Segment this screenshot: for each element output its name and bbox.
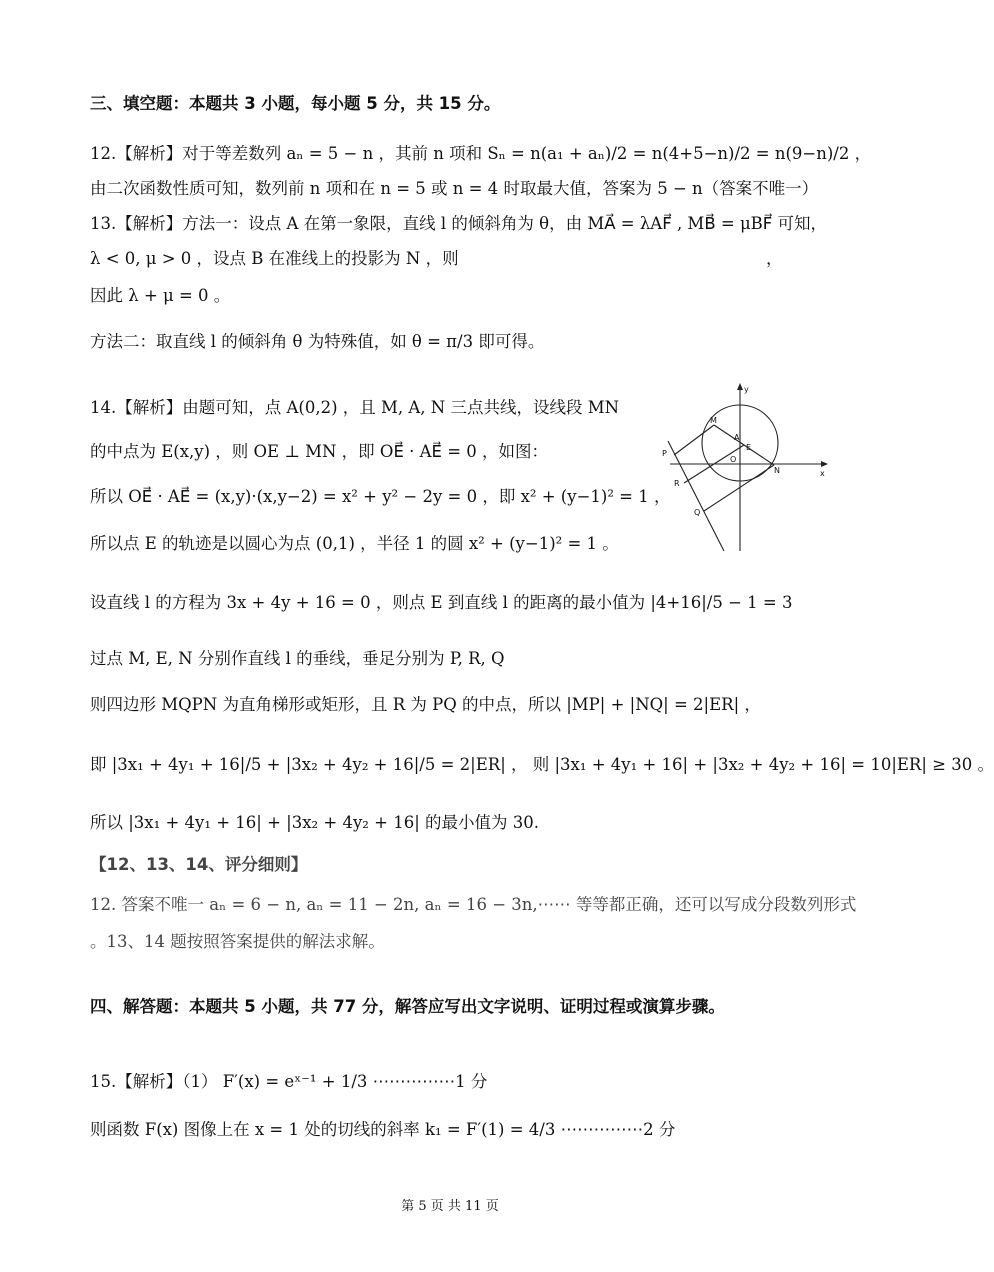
q14-line-1: 14.【解析】由题可知，点 A(0,2) ，且 M, A, N 三点共线，设线段 MN	[90, 398, 620, 417]
label-r: R	[674, 479, 680, 488]
x-arrow	[821, 461, 828, 467]
q14-line-8: 即 |3x₁ + 4y₁ + 16|/5 + |3x₂ + 4y₂ + 16|/5 = 2|ER| ， 则 |3x₁ + 4y₁ + 16| + |3x₂ + 4y₂ + 16| = 10|ER| ≥ 30 。	[90, 755, 994, 774]
label-n: N	[774, 466, 780, 475]
label-e: E	[746, 443, 752, 452]
label-m: M	[710, 416, 717, 425]
q15-line-2: 则函数 F(x) 图像上在 x = 1 处的切线的斜率 k₁ = F′(1) = 4/3 ⋯⋯⋯⋯⋯2 分	[90, 1120, 676, 1139]
q14-figure	[650, 383, 832, 553]
grading-line-2: 。13、14 题按照答案提供的解法求解。	[90, 932, 385, 951]
q13-line-2-tail: ，	[766, 249, 783, 268]
q14-line-6: 过点 M, E, N 分别作直线 l 的垂线，垂足分别为 P, R, Q	[90, 649, 505, 668]
label-q: Q	[694, 508, 701, 517]
q14-line-9: 所以 |3x₁ + 4y₁ + 16| + |3x₂ + 4y₂ + 16| 的最小值为 30.	[90, 813, 539, 832]
label-p: P	[662, 449, 667, 458]
q15-line-1: 15.【解析】（1） F′(x) = eˣ⁻¹ + 1/3 ⋯⋯⋯⋯⋯1 分	[90, 1072, 488, 1091]
q12-line-1: 12.【解析】对于等差数列 aₙ = 5 − n ，其前 n 项和 Sₙ = n(a₁ + aₙ)/2 = n(4+5−n)/2 = n(9−n)/2 ，	[90, 144, 872, 163]
section-four-heading: 四、解答题：本题共 5 小题，共 77 分，解答应写出文字说明、证明过程或演算步骤。	[90, 997, 725, 1016]
section-three-heading: 三、填空题：本题共 3 小题，每小题 5 分，共 15 分。	[90, 94, 501, 113]
q14-line-2: 的中点为 E(x,y) ，则 OE ⊥ MN ，即 OE⃗ · AE⃗ = 0 ，如图：	[90, 442, 549, 461]
y-arrow	[737, 383, 743, 390]
grading-line-1: 12. 答案不唯一 aₙ = 6 − n, aₙ = 11 − 2n, aₙ = 16 − 3n,⋯⋯ 等等都正确，还可以写成分段数列形式	[90, 895, 857, 914]
q13-line-3: 因此 λ + μ = 0 。	[90, 286, 231, 305]
line-l	[668, 441, 724, 551]
grading-heading: 【12、13、14、评分细则】	[90, 855, 308, 874]
label-y: y	[744, 385, 749, 394]
q14-line-5: 设直线 l 的方程为 3x + 4y + 16 = 0 ，则点 E 到直线 l 的距离的最小值为 |4+16|/5 − 1 = 3	[90, 593, 793, 612]
perp-mp	[674, 425, 714, 455]
label-o: O	[730, 455, 737, 464]
label-x: x	[820, 469, 825, 478]
q14-line-4: 所以点 E 的轨迹是以圆心为点 (0,1) ，半径 1 的圆 x² + (y−1)² = 1 。	[90, 534, 619, 553]
q14-line-7: 则四边形 MQPN 为直角梯形或矩形，且 R 为 PQ 的中点，所以 |MP| + |NQ| = 2|ER| ，	[90, 695, 761, 714]
q12-line-2: 由二次函数性质可知，数列前 n 项和在 n = 5 或 n = 4 时取最大值，答案为 5 − n（答案不唯一）	[90, 179, 819, 198]
page-footer: 第 5 页 共 11 页	[401, 1199, 499, 1214]
q14-line-3: 所以 OE⃗ · AE⃗ = (x,y)·(x,y−2) = x² + y² − 2y = 0 ，即 x² + (y−1)² = 1 ，	[90, 487, 671, 506]
q13-line-4: 方法二：取直线 l 的倾斜角 θ 为特殊值，如 θ = π/3 即可得。	[90, 332, 545, 351]
q13-line-1: 13.【解析】方法一：设点 A 在第一象限，直线 l 的倾斜角为 θ，由 MA⃗ = λAF⃗ , MB⃗ = μBF⃗ 可知，	[90, 214, 828, 233]
label-a: A	[734, 433, 740, 442]
q13-line-2: λ < 0, μ > 0 ，设点 B 在准线上的投影为 N ，则	[90, 249, 459, 268]
